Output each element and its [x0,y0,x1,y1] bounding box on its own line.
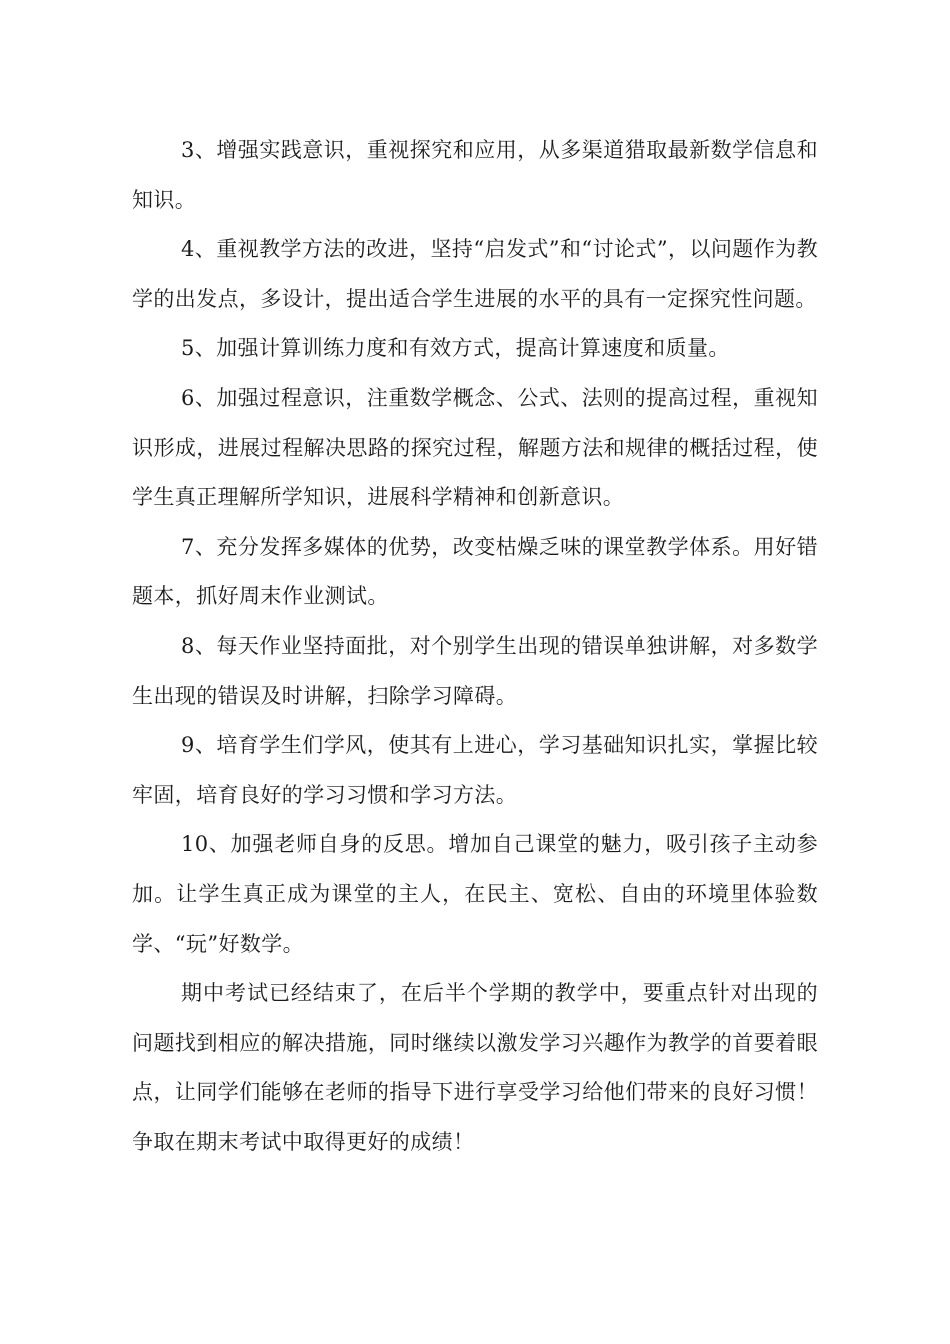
paragraph-item-6: 6、加强过程意识，注重数学概念、公式、法则的提高过程，重视知识形成，进展过程解决思路的探究过程，解题方法和规律的概括过程，使学生真正理解所学知识，进展科学精神和创新意识。 [132,385,818,510]
paragraph-item-8: 8、每天作业坚持面批，对个别学生出现的错误单独讲解，对多数学生出现的错误及时讲解，扫除学习障碍。 [132,633,818,708]
paragraph-item-7: 7、充分发挥多媒体的优势，改变枯燥乏味的课堂教学体系。用好错题本，抓好周末作业测试。 [132,534,818,609]
document-body [132,126,818,1167]
paragraph-item-5: 5、加强计算训练力度和有效方式，提高计算速度和质量。 [181,336,730,361]
paragraph-item-10: 10、加强老师自身的反思。增加自己课堂的魅力，吸引孩子主动参加。让学生真正成为课堂的主人，在民主、宽松、自由的环境里体验数学、“玩”好数学。 [132,832,818,956]
paragraph-item-4: 4、重视教学方法的改进，坚持“启发式”和“讨论式”，以问题作为教学的出发点，多设计，提出适合学生进展的水平的具有一定探究性问题。 [132,237,818,311]
paragraph-item-9: 9、培育学生们学风，使其有上进心，学习基础知识扎实，掌握比较牢固，培育良好的学习习惯和学习方法。 [132,733,818,807]
paragraph-conclusion: 期中考试已经结束了，在后半个学期的教学中，要重点针对出现的问题找到相应的解决措施，同时继续以激发学习兴趣作为教学的首要着眼点，让同学们能够在老师的指导下进行享受学习给他们带来的良好习惯！争取在期末考试中取得更好的成绩！ [132,981,818,1154]
paragraph-item-3: 3、增强实践意识，重视探究和应用，从多渠道猎取最新数学信息和知识。 [132,138,818,212]
